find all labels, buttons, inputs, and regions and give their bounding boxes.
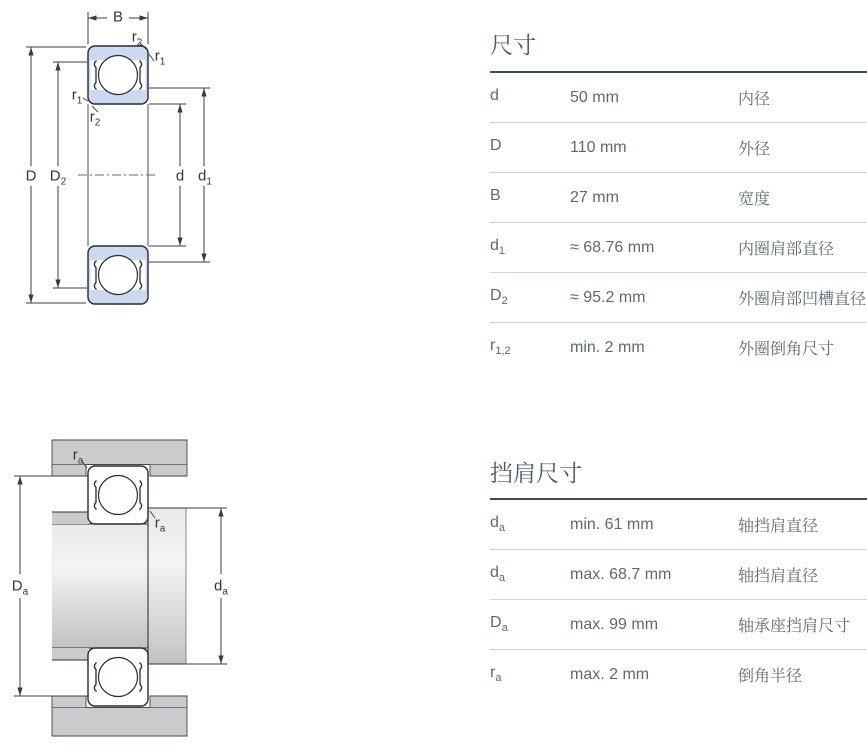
- dim-label-D2: $D_2$: [49, 167, 67, 188]
- description-cell: 轴挡肩直径: [738, 518, 819, 535]
- bearing-section-upper-mounted: [88, 466, 148, 524]
- section-heading-dimensions: 尺寸: [490, 32, 536, 59]
- description-cell: 轴承座挡肩尺寸: [738, 618, 851, 635]
- value-cell: 27 mm: [570, 188, 619, 206]
- dim-label-r1-left: $r_1$: [71, 86, 83, 107]
- symbol-cell: $r_{1,2}$: [490, 337, 511, 358]
- value-cell: ≈ 95.2 mm: [570, 288, 646, 306]
- table-row: [490, 173, 867, 223]
- section-heading-abutment: 挡肩尺寸: [490, 460, 582, 487]
- table-row: [490, 123, 867, 173]
- value-cell: ≈ 68.76 mm: [570, 238, 655, 256]
- table-row: [490, 73, 867, 123]
- table-row: [490, 323, 867, 372]
- description-cell: 外圈倒角尺寸: [738, 341, 835, 358]
- value-cell: min. 2 mm: [570, 338, 645, 356]
- dim-label-B: B: [112, 8, 124, 26]
- description-cell: 轴挡肩直径: [738, 568, 819, 585]
- dim-label-D: D: [25, 167, 37, 185]
- symbol-cell: D: [490, 137, 502, 155]
- table-row: [490, 223, 867, 273]
- dim-label-d1: $d_1$: [198, 167, 212, 188]
- dimensions-table: [490, 71, 867, 372]
- table-row: [490, 600, 867, 650]
- dim-label-r2-bottom: $r_2$: [89, 108, 101, 129]
- symbol-cell: $d_a$: [490, 514, 506, 535]
- dim-label-ra-bottom: $r_a$: [154, 514, 166, 535]
- shaft-shoulder-left-lower: [52, 648, 88, 660]
- table-row: [490, 650, 867, 699]
- value-cell: max. 99 mm: [570, 615, 659, 633]
- description-cell: 内径: [738, 91, 771, 108]
- bearing-section-upper: [88, 46, 148, 104]
- symbol-cell: $d_1$: [490, 237, 506, 258]
- dim-label-da: $d_a$: [214, 577, 228, 598]
- shaft-shoulder-left-upper: [52, 512, 88, 524]
- description-cell: 宽度: [738, 191, 771, 208]
- symbol-cell: $D_a$: [490, 614, 508, 635]
- dim-label-ra-top: $r_a$: [72, 446, 84, 467]
- shaft-shoulder-right: [148, 508, 186, 664]
- dim-label-r1-right: $r_1$: [154, 47, 166, 68]
- description-cell: 内圈肩部直径: [738, 241, 835, 258]
- table-row: [490, 550, 867, 600]
- value-cell: min. 61 mm: [570, 515, 654, 533]
- dim-label-r2-top: $r_2$: [131, 28, 143, 49]
- symbol-cell: d: [490, 87, 499, 105]
- description-cell: 外圈肩部凹槽直径: [738, 291, 867, 308]
- dim-label-Da: $D_a$: [11, 577, 29, 598]
- diagram-bearing-cross-section: [26, 8, 210, 304]
- value-cell: max. 68.7 mm: [570, 565, 672, 583]
- table-row: [490, 273, 867, 323]
- value-cell: 110 mm: [570, 138, 627, 156]
- shaft: [52, 524, 148, 648]
- bearing-section-lower-mounted: [88, 648, 148, 706]
- bearing-section-lower: [88, 246, 148, 304]
- value-cell: max. 2 mm: [570, 665, 650, 683]
- abutment-table: [490, 498, 867, 699]
- dim-label-d: d: [175, 167, 185, 185]
- description-cell: 外径: [738, 141, 771, 158]
- symbol-cell: $d_a$: [490, 564, 506, 585]
- table-row: [490, 500, 867, 550]
- symbol-cell: $D_2$: [490, 287, 508, 308]
- diagram-abutment: [14, 440, 227, 736]
- value-cell: 50 mm: [570, 88, 619, 106]
- description-cell: 倒角半径: [738, 668, 803, 685]
- symbol-cell: B: [490, 187, 501, 205]
- symbol-cell: $r_a$: [490, 664, 502, 685]
